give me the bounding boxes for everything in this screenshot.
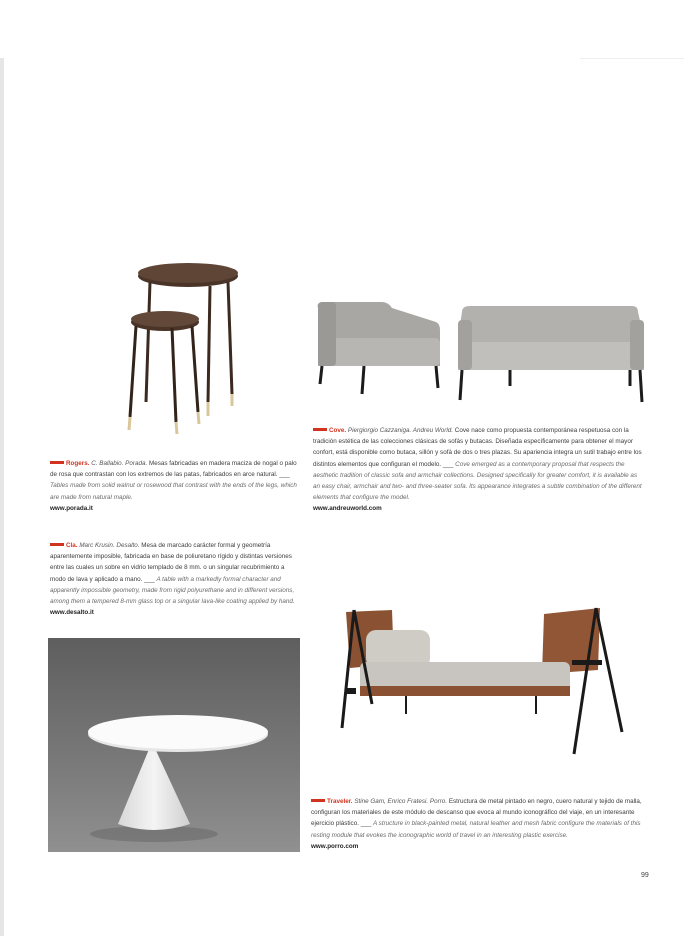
traveler-name: Traveler.	[327, 798, 353, 805]
cla-name: Cla.	[66, 542, 78, 549]
accent-bar	[50, 543, 64, 546]
cove-sofa-image	[312, 298, 652, 408]
cove-text-en: Cove emerged as a contemporary proposal that respects the aesthetic tradition of classic sofa and armchair collections. Designed specifically for greater comfort, it is available as an easy chair, armchair and two- and three-seater sofa. Its appearance integrates a subtle combination of the different elements that configure the model.	[313, 460, 642, 502]
cove-url[interactable]: www.andreuworld.com	[313, 505, 382, 513]
traveler-separator: ___	[360, 820, 372, 828]
page-edge	[0, 58, 4, 936]
cove-separator: ___	[442, 460, 454, 468]
accent-bar	[50, 461, 64, 464]
page-number: 99	[641, 872, 649, 879]
rogers-tables-image	[110, 262, 250, 442]
cla-credit: Marc Krusin. Desalto.	[79, 542, 140, 549]
rogers-name: Rogers.	[66, 460, 90, 467]
cla-text-en: A table with a markedly formal character and apparently impossible geometry, made from rigid polyurethane and in different versions, among them a tempered 8-mm glass top or a singular lava-like coating applied by hand.	[50, 575, 295, 606]
rogers-text-es: Mesas fabricadas en madera maciza de nogal o palo de rosa que contrastan con los extremos de las patas, fabricados en arce natural.	[50, 460, 297, 479]
traveler-text-en: A structure in black-painted metal, natural leather and mesh fabric configure the materials of this resting module that evokes the iconographic world of travel in an interesting plastic exercise.	[311, 820, 641, 839]
traveler-text-es: Estructura de metal pintado en negro, cuero natural y tejido de malla, configuran los materiales de este módulo de descanso que evoca al mundo iconográfico del viaje, en un interesante ejercicio plástico.	[311, 798, 642, 828]
cla-url[interactable]: www.desalto.it	[50, 609, 94, 617]
cla-separator: ___	[144, 575, 155, 583]
traveler-url[interactable]: www.porro.com	[311, 842, 359, 850]
accent-bar	[313, 428, 327, 431]
cove-name: Cove.	[329, 427, 347, 434]
cla-table-image	[48, 638, 300, 852]
cove-caption	[313, 425, 645, 515]
cla-text-es: Mesa de marcado carácter formal y geometría aparentemente imposible, fabricada en base de poliuretano rígido y distintas versiones entre las cuales un sobre en vidrio templado de 8 mm. o un singular recubrimiento a modo de lava y aplicado a mano.	[50, 542, 292, 583]
rogers-separator: ___	[279, 471, 290, 479]
rogers-credit: C. Ballabio. Porada.	[91, 460, 148, 467]
top-rule	[580, 58, 684, 59]
traveler-credit: Stine Gam, Enrico Fratesi. Porro.	[354, 798, 448, 805]
rogers-text-en: Tables made from solid walnut or rosewood that contrast with the ends of the legs, which are made from natural maple.	[50, 482, 297, 501]
rogers-url[interactable]: www.porada.it	[50, 504, 93, 512]
rogers-caption	[50, 458, 300, 514]
accent-bar	[311, 799, 325, 802]
traveler-daybed-image	[336, 604, 636, 764]
cla-caption	[50, 540, 300, 618]
cove-text-es: Cove nace como propuesta contemporánea respetuosa con la tradición estética de las colecciones clásicas de sofás y butacas. Diseñada específicamente para obtener el mayor confort, está disponible como butaca, sillón y sofá de dos o tres plazas. Su apariencia integra un sutil trabajo entre los distintos elementos que configuran el modelo.	[313, 427, 642, 468]
traveler-caption	[311, 796, 647, 852]
cove-credit: Piergiorgio Cazzaniga. Andreu World.	[347, 427, 454, 434]
